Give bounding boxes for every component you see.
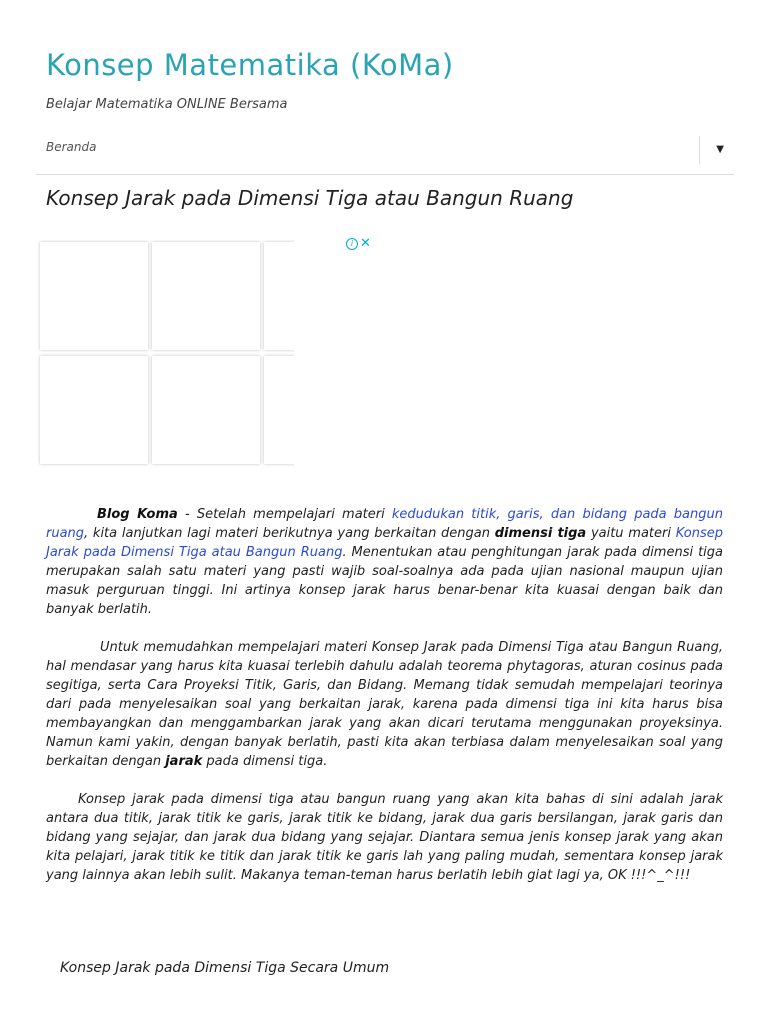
ad-cell [264, 356, 294, 464]
ad-cell [264, 242, 294, 350]
main-nav [36, 128, 734, 175]
ad-close-icon[interactable]: ✕ [360, 236, 371, 251]
ad-cell [40, 242, 148, 350]
text-run: Untuk memudahkan mempelajari materi [100, 640, 372, 655]
post-title: Konsep Jarak pada Dimensi Tiga atau Bangun Ruang [46, 186, 574, 210]
text-run: . Menentukan atau penghitungan [342, 545, 568, 560]
nav-item-home[interactable]: Beranda [46, 140, 97, 154]
paragraph-intro [46, 505, 723, 619]
link-konsep-jarak[interactable]: Konsep Jarak pada Dimensi Tiga atau Bangun Ruang [46, 526, 723, 560]
section-heading: Konsep Jarak pada Dimensi Tiga Secara Umum [60, 960, 390, 976]
nav-dropdown-toggle[interactable] [699, 136, 724, 164]
paragraph-prerequisites [46, 638, 723, 771]
text-run: - Setelah mempelajari materi [177, 507, 392, 522]
ad-placeholder-grid[interactable] [38, 240, 294, 468]
site-title[interactable]: Konsep Matematika (KoMa) [46, 48, 454, 82]
text-run: pada dimensi tiga. [202, 754, 328, 769]
text-run: , hal mendasar yang harus kita kuasai terlebih dahulu adalah teorema phytagoras, aturan cosinus pada segitiga, serta Cara Proyeksi Titik, Garis, dan Bidang. Memang tidak semudah mempelajari teorinya dari pada menyelesaikan soal yang berkaitan jarak, karena pada dimensi tiga ini kita harus bisa membayangkan dan menggambarkan jarak yang akan dicari terutama menggunakan proyeksinya. Namun kami yakin, dengan banyak berlatih, pasti kita akan terbiasa dalam menyelesaikan soal yang berkaitan dengan [46, 640, 723, 769]
text-run: jarak [567, 545, 600, 560]
blog-name: Blog Koma [97, 507, 178, 522]
ad-cell [152, 356, 260, 464]
post-body [46, 505, 723, 904]
ad-info-icon[interactable]: i [346, 238, 358, 250]
site-description: Belajar Matematika ONLINE Bersama [46, 97, 288, 112]
text-run: yaitu materi [586, 526, 676, 541]
ad-cell [40, 356, 148, 464]
bold-jarak: jarak [165, 754, 203, 769]
text-run: pada dimensi tiga merupakan salah satu materi yang pasti wajib soal-soalnya ada pada ujian nasional maupun ujian masuk perguruan tinggi. Ini artinya konsep jarak harus benar-benar kita kuasai dengan baik dan banyak berlatih. [46, 545, 723, 617]
ad-cell [152, 242, 260, 350]
link-kedudukan[interactable]: kedudukan titik, garis, dan bidang pada bangun ruang [46, 507, 723, 541]
ad-choices [346, 237, 371, 250]
paragraph-scope: Konsep jarak pada dimensi tiga atau bangun ruang yang akan kita bahas di sini adalah jarak antara dua titik, jarak titik ke garis, jarak titik ke bidang, jarak dua garis bersilangan, jarak garis dan bidang yang sejajar, dan jarak dua bidang yang sejajar. Diantara semua jenis konsep jarak yang akan kita pelajari, jarak titik ke titik dan jarak titik ke garis lah yang paling mudah, sementara konsep jarak yang lainnya akan lebih sulit. Makanya teman-teman harus berlatih lebih giat lagi ya, OK !!!^_^!!! [46, 792, 723, 883]
bold-dimensi-tiga: dimensi tiga [494, 526, 587, 541]
caret-down-icon: ▼ [716, 144, 724, 155]
text-run: Konsep Jarak pada Dimensi Tiga atau Bangun Ruang [371, 640, 719, 655]
text-run: , kita lanjutkan lagi materi berikutnya yang berkaitan dengan [84, 526, 495, 541]
